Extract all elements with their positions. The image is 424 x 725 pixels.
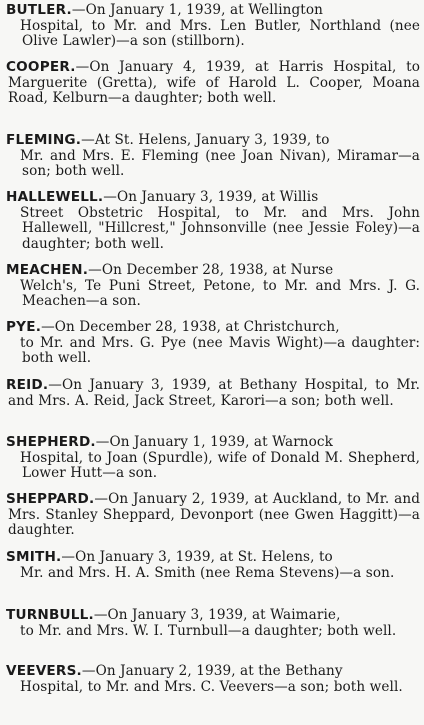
notice-text: —On January 3, 1939, at St. Helens, to xyxy=(61,549,333,565)
notice-text: —On January 2, 1939, at the Bethany xyxy=(81,663,343,679)
notice-text: to Mr. and Mrs. W. I. Turnbull—a daughter; both well. xyxy=(20,622,397,639)
notice-text: —On December 28, 1938, at Christchurch, xyxy=(41,319,340,335)
notice-sheppard xyxy=(6,492,420,539)
notice-reid xyxy=(6,378,420,409)
notice-text: Mr. and Mrs. E. Fleming (nee Joan Nivan), Miramar—a son; both well. xyxy=(20,147,420,180)
notice-text: to Mr. and Mrs. G. Pye (nee Mavis Wight)—a daughter: both well. xyxy=(20,334,420,367)
notice-text: —On January 2, 1939, at Auckland, to Mr. and Mrs. Stanley Sheppard, Devonport (nee Gwen Haggitt)—a daughter. xyxy=(8,491,420,539)
notice-hallewell xyxy=(6,190,420,252)
notice-text: —On January 4, 1939, at Harris Hospital, to Marguerite (Gretta), wife of Harold L. Cooper, Moana Road, Kelburn—a daughter; both well. xyxy=(8,59,420,107)
notice-text: Street Obstetric Hospital, to Mr. and Mrs. John Hallewell, "Hillcrest," Johnsonville (nee Jessie Foley)—a daughter; both well. xyxy=(20,204,420,252)
notice-surname: COOPER. xyxy=(6,59,76,75)
notice-text: Hospital, to Joan (Spurdle), wife of Donald M. Shepherd, Lower Hutt—a son. xyxy=(20,449,420,482)
notice-text: —On January 3, 1939, at Bethany Hospital, to Mr. and Mrs. A. Reid, Jack Street, Karori—a son; both well. xyxy=(8,377,420,409)
notice-meachen xyxy=(6,263,420,310)
notice-text: Hospital, to Mr. and Mrs. Len Butler, Northland (nee Olive Lawler)—a son (stillborn). xyxy=(20,17,420,50)
notice-surname: VEEVERS. xyxy=(6,663,82,679)
notice-pye xyxy=(6,320,420,367)
notice-text: Welch's, Te Puni Street, Petone, to Mr. and Mrs. J. G. Meachen—a son. xyxy=(20,277,420,310)
notice-smith xyxy=(6,550,420,581)
notice-butler xyxy=(6,3,420,50)
notice-turnbull xyxy=(6,608,420,639)
notice-surname: SMITH. xyxy=(6,549,62,565)
notice-surname: MEACHEN. xyxy=(6,262,89,278)
notice-surname: FLEMING. xyxy=(6,132,82,148)
notice-text: Mr. and Mrs. H. A. Smith (nee Rema Stevens)—a son. xyxy=(20,564,395,581)
notice-surname: BUTLER. xyxy=(6,2,72,18)
notice-text: —On January 1, 1939, at Warnock xyxy=(95,434,333,450)
notice-surname: HALLEWELL. xyxy=(6,189,104,205)
notice-text: —On January 1, 1939, at Wellington xyxy=(71,2,324,18)
notice-text: —On January 3, 1939, at Willis xyxy=(103,189,319,205)
notice-text: —At St. Helens, January 3, 1939, to xyxy=(81,132,330,148)
notice-fleming xyxy=(6,133,420,180)
notice-surname: SHEPHERD. xyxy=(6,434,96,450)
notice-surname: TURNBULL. xyxy=(6,607,94,623)
notice-surname: PYE. xyxy=(6,319,42,335)
notice-surname: REID. xyxy=(6,377,49,393)
notice-surname: SHEPPARD. xyxy=(6,491,95,507)
notice-text: —On December 28, 1938, at Nurse xyxy=(88,262,334,278)
notice-text: —On January 3, 1939, at Waimarie, xyxy=(93,607,341,623)
notice-cooper xyxy=(6,60,420,107)
notice-veevers xyxy=(6,664,420,695)
notice-shepherd xyxy=(6,435,420,482)
notice-text: Hospital, to Mr. and Mrs. C. Veevers—a son; both well. xyxy=(20,678,403,695)
